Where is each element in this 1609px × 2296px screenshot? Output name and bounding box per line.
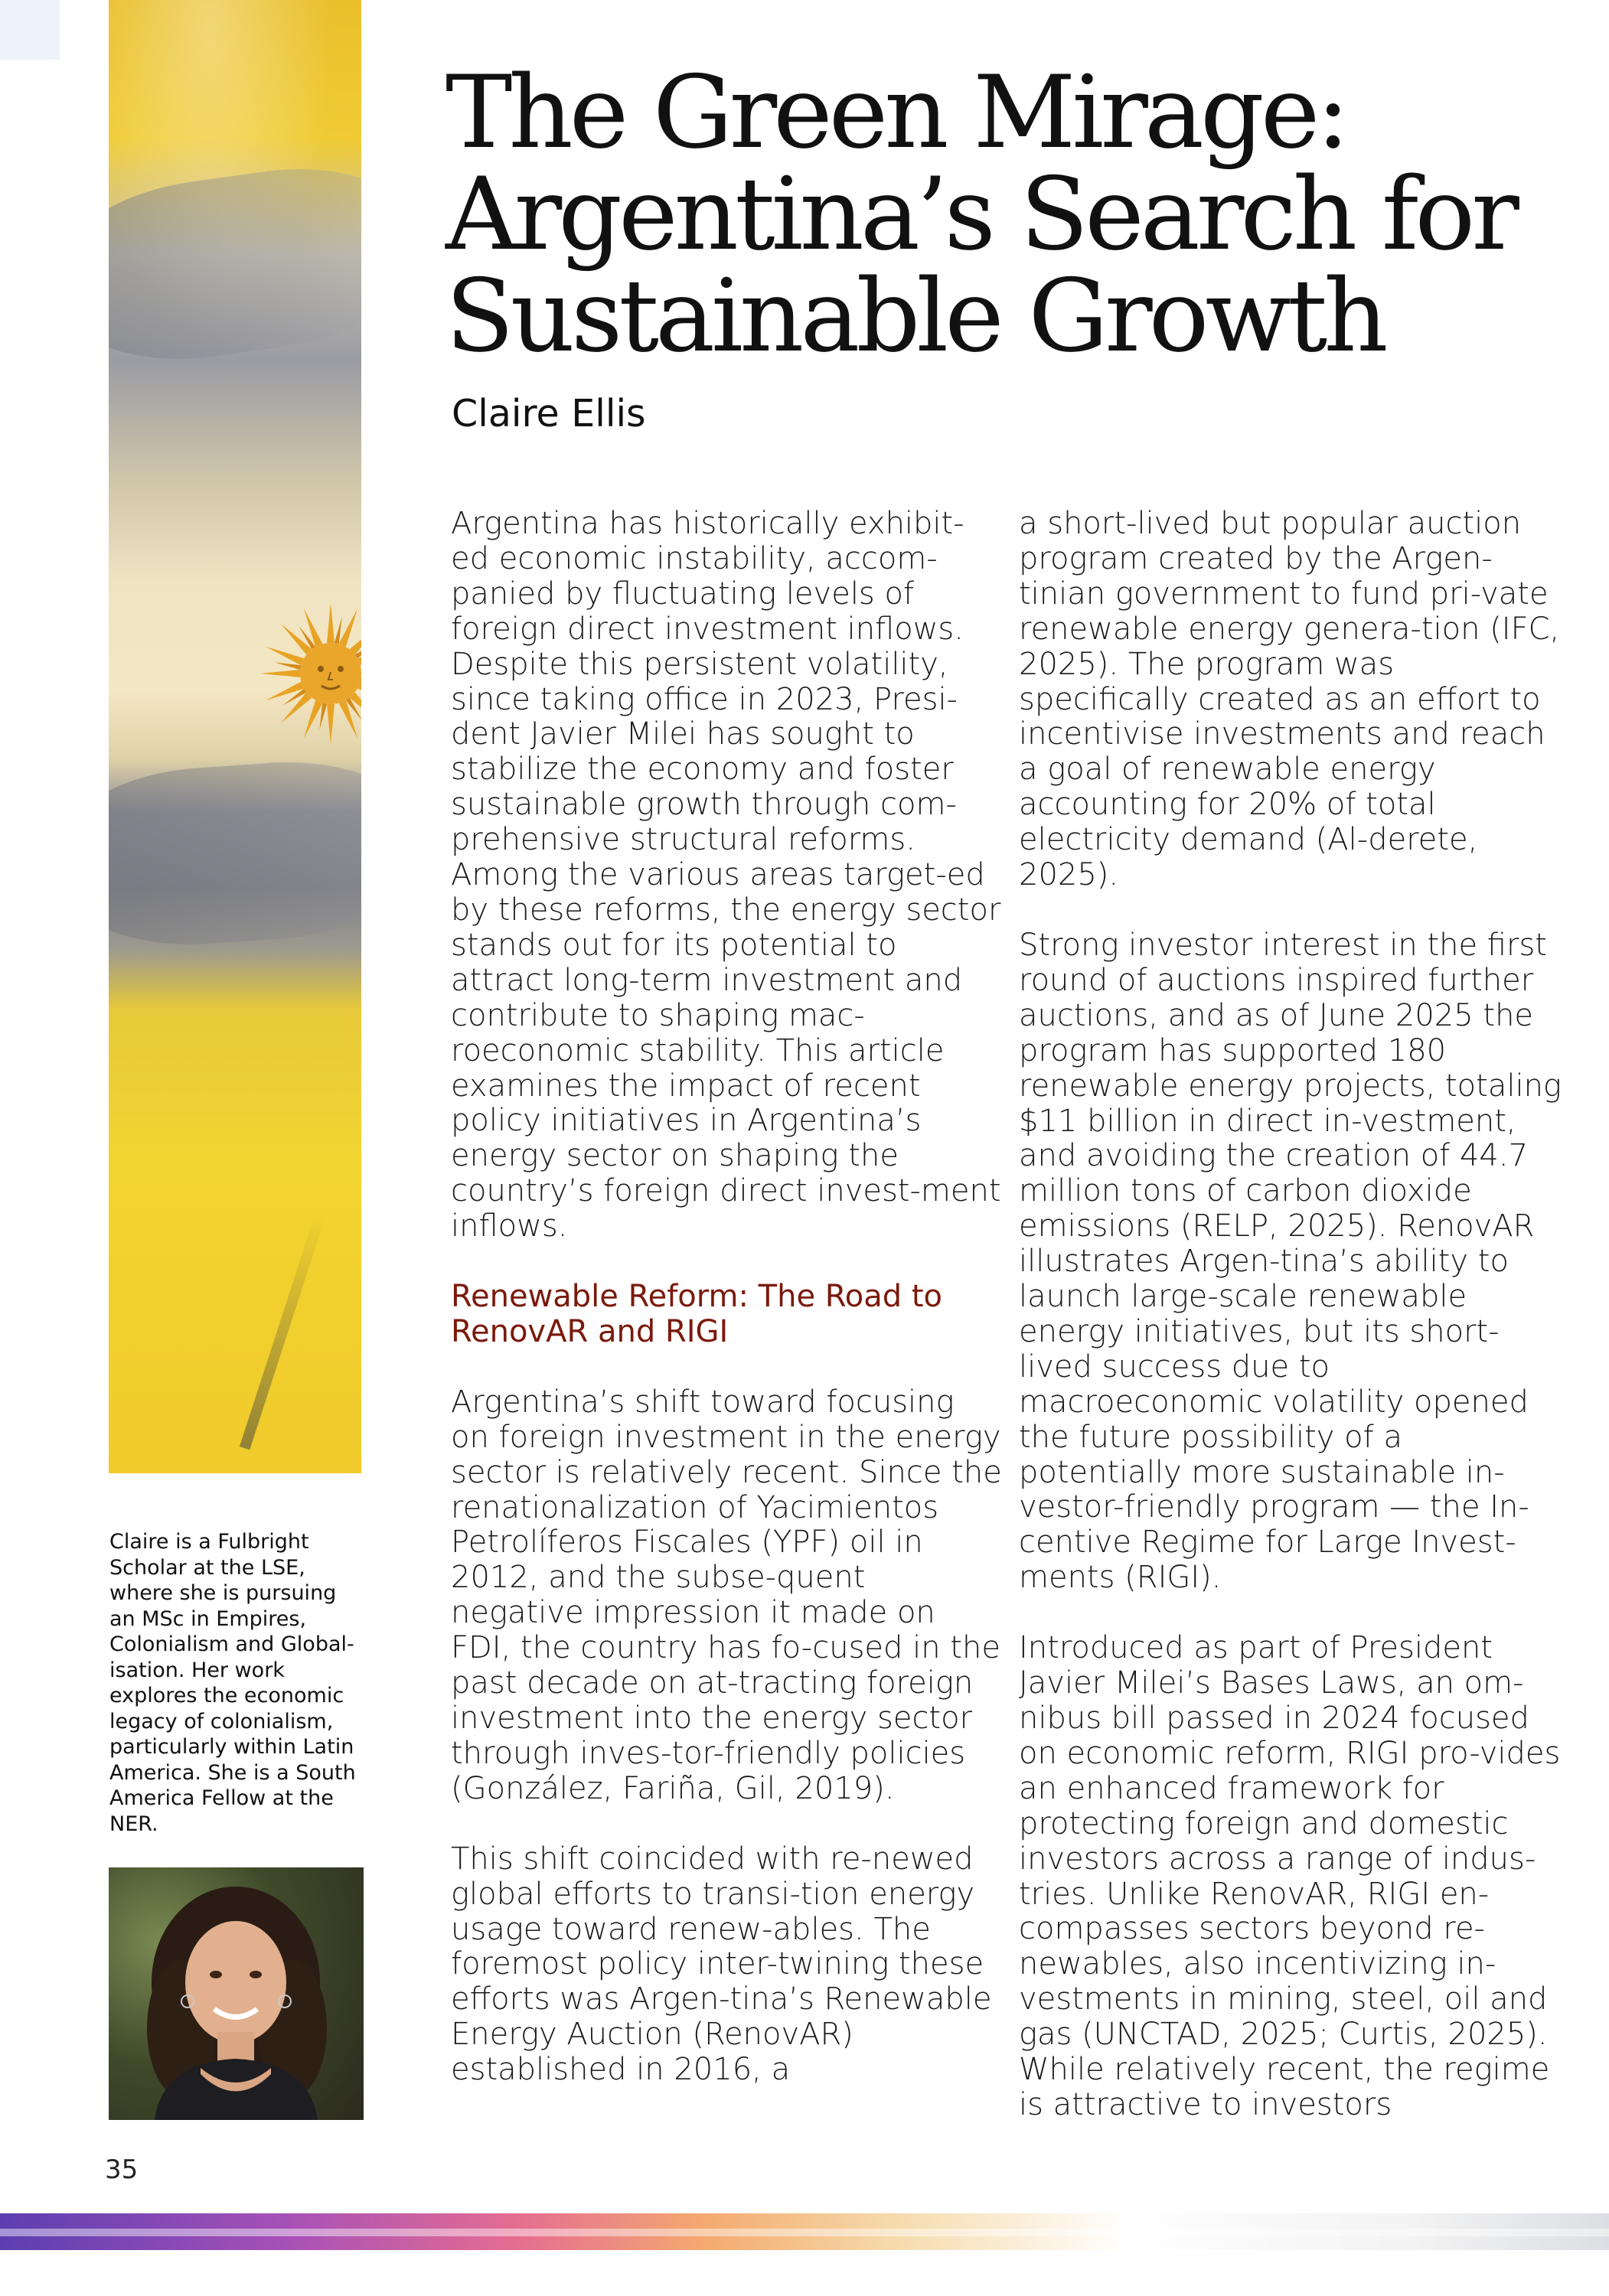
flag-fold-shadow (109, 753, 361, 954)
article-column-1 (451, 507, 1002, 2123)
author-name: Claire Ellis (452, 392, 646, 435)
flagpole-rope (240, 1214, 325, 1450)
paragraph: a short-lived but popular auction program created by the Argen-tinian government to fund pri-vate renewable energy genera-tion (IFC, 2025). The program was specifically created as an effort to incentivise investments and reach a goal of renewable energy accounting for 20% of total electricity demand (Al-derete, 2025). (1019, 506, 1560, 893)
article-column-2 (1019, 507, 1570, 2158)
corner-mark (0, 0, 60, 60)
argentina-flag-image (109, 0, 361, 1473)
title-line: Sustainable Growth (445, 257, 1385, 374)
paragraph: Strong investor interest in the first round of auctions inspired further auctions, and as of June 2025 the program has supported 180 renewable energy projects, totaling $11 billion in direct in-vestment, and avoiding the creation of 44.7 million tons of carbon dioxide emissions (RELP, 2025). RenovAR illustrates Argen-tina’s ability to launch large-scale renewable energy initiatives, but its short-lived success due to macroeconomic volatility opened the future possibility of a potentially more sustainable in-vestor-friendly program — the In-centive Regime for Large Invest-ments (RIGI). (1019, 927, 1562, 1596)
paragraph: Argentina has historically exhibit-ed economic instability, accom-panied by fluctuating levels of foreign direct investment inflows. Despite this persistent volatility, since taking office in 2023, Presi-dent Javier Milei has sought to stabilize the economy and foster sustainable growth through com-prehensive structural reforms. Among the various areas target-ed by these reforms, the energy sector stands out for its potential to attract long-term investment and contribute to shaping mac-roeconomic stability. This article examines the impact of recent policy initiatives in Argentina’s energy sector on shaping the country’s foreign direct invest-ment inflows. (451, 506, 1001, 1244)
section-heading: Renewable Reform: The Road to RenovAR and RIGI (451, 1279, 943, 1349)
flag-fold-shadow (109, 152, 361, 376)
paragraph: Argentina’s shift toward focusing on foreign investment in the energy sector is relatively recent. Since the renationalization of Yacimientos Petrolíferos Fiscales (YPF) oil in 2012, and the subse-quent negative impression it made on FDI, the country has fo-cused in the past decade on at-tracting foreign investment into the energy sector through inves-tor-friendly policies (González, Fariña, Gil, 2019). (451, 1384, 1002, 1806)
sun-of-may-icon (254, 597, 361, 750)
article-title (445, 54, 1578, 374)
portrait-illustration (109, 1867, 364, 2120)
title-line: The Green Mirage: (445, 54, 1346, 171)
author-bio: Claire is a Fulbright Scholar at the LSE, where she is pursuing an MSc in Empires, Colonialism and Global-isation. Her work explores the economic legacy of colonialism, particularly within Latin America. She is a South America Fellow at the NER. (109, 1530, 356, 1836)
footer-gradient-bar (0, 2213, 1609, 2250)
paragraph: This shift coincided with re-newed global efforts to transi-tion energy usage toward renew-ables. The foremost policy inter-twining these efforts was Argen-tina’s Renewable Energy Auction (RenovAR) established in 2016, a (451, 1841, 992, 2088)
title-line: Argentina’s Search for (445, 155, 1516, 272)
author-portrait (109, 1867, 364, 2120)
paragraph: Introduced as part of President Javier Milei’s Bases Laws, an om-nibus bill passed in 2024 focused on economic reform, RIGI pro-vides an enhanced framework for protecting foreign and domestic investors across a range of indus-tries. Unlike RenovAR, RIGI en-compasses sectors beyond re-newables, also incentivizing in-vestments in mining, steel, oil and gas (UNCTAD, 2025; Curtis, 2025). While relatively recent, the regime is attractive to investors (1019, 1630, 1561, 2122)
page-number: 35 (105, 2154, 139, 2185)
